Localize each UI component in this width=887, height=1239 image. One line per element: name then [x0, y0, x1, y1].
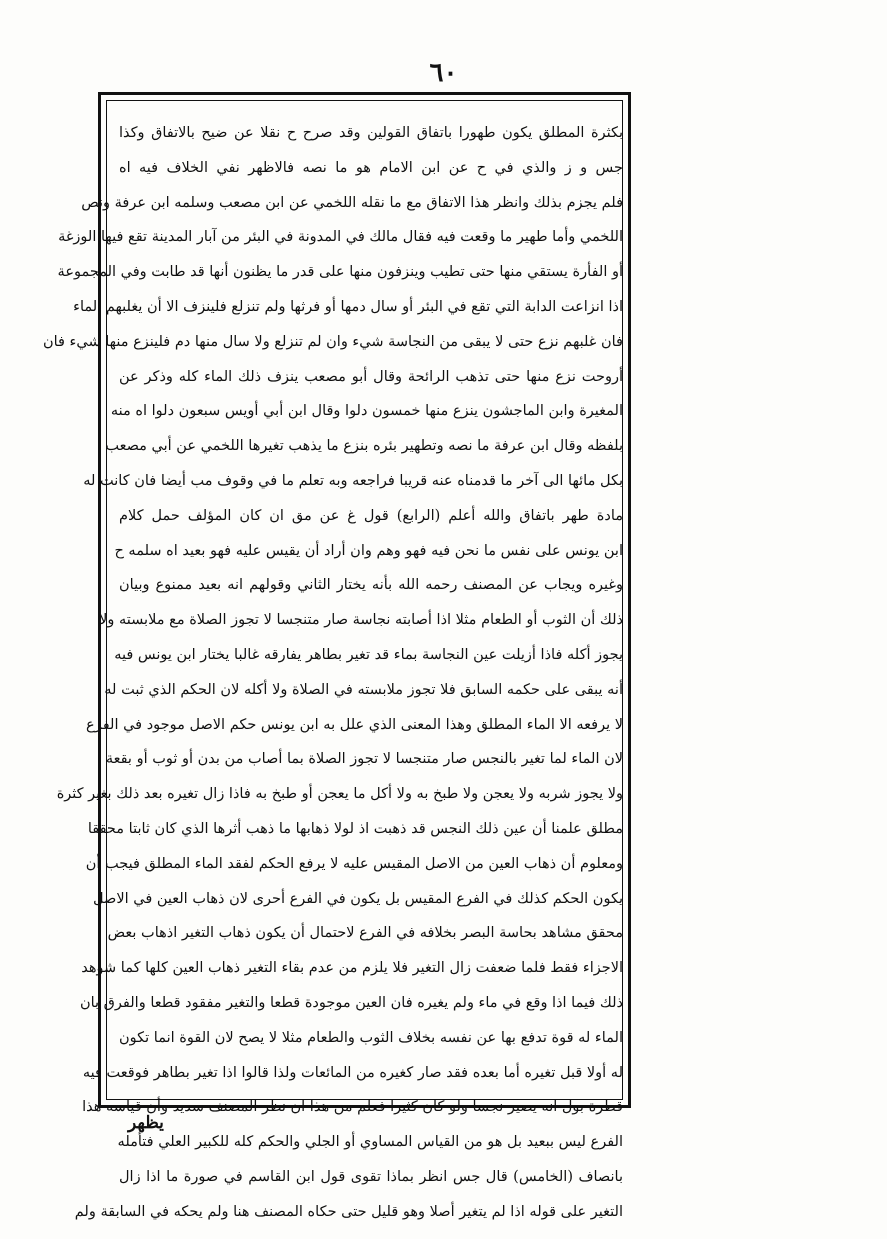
- text-line: قطرة بول انه يصير نجسا ولو كان كثيرا فعلم من هذا ان نظر المصنف سديد وأن قياسه هذا: [82, 1099, 623, 1116]
- text-line: التغير على قوله اذا لم يتغير أصلا وهو قليل حتى حكاه المصنف هنا ولم يحكه في السابقة ولم: [74, 1203, 623, 1220]
- page-number: ٦٠: [429, 58, 458, 88]
- text-line: بلفظه وقال ابن عرفة ما نصه وتطهير بئره بنزع ما يذهب تغيرها اللخمي عن أبي مصعب: [105, 438, 623, 455]
- text-line: لا يرفعه الا الماء المطلق وهذا المعنى الذي علل به ابن يونس حكم الاصل موجود في الفرع: [86, 716, 623, 733]
- text-line: يكون الحكم كذلك في الفرع المقيس بل يكون في الفرع أحرى لان ذهاب العين في الاصل: [93, 890, 623, 907]
- text-line: محقق مشاهد بحاسة البصر بخلافه في الفرع لاحتمال أن يكون ذهاب التغير اذهاب بعض: [107, 925, 623, 942]
- text-line: المغيرة وابن الماجشون ينزع منها خمسون دلوا وقال ابن أبي أويس سبعون دلوا اه منه: [110, 403, 623, 420]
- text-line: ولا يجوز شربه ولا يعجن ولا طبخ به ولا أكل ما يعجن أو طبخ به فاذا زال تغيره بعد ذلك بغير كثرة: [56, 786, 623, 803]
- text-line: مادة طهر باتفاق والله أعلم (الرابع) قول غ عن مق ان كان المؤلف حمل كلام: [119, 507, 623, 524]
- text-line: أروحت نزع منها حتى تذهب الرائحة وقال أبو مصعب ينزف ذلك الماء كله وذكر عن: [119, 368, 623, 385]
- text-line: له أولا قبل تغيره أما بعده فقد صار كغيره من المائعات ولذا قالوا اذا تغير بطاهر فوقعت فيه: [82, 1064, 623, 1081]
- text-line: بكثرة المطلق يكون طهورا باتفاق القولين وقد صرح ح نقلا عن ضيح بالاتفاق وكذا: [119, 125, 623, 141]
- text-line: الاجزاء فقط فلما ضعفت زال التغير فلا يلزم من عدم بقاء التغير ذهاب العين كلها كما شوهد: [81, 960, 623, 977]
- text-line: ذلك فيما اذا وقع في ماء ولم يغيره فان العين موجودة قطعا والتغير مفقود قطعا والفرق بان: [79, 994, 623, 1011]
- text-line: الماء له قوة تدفع بها عن نفسه بخلاف الثوب والطعام مثلا لا يصح لان القوة انما تكون: [119, 1029, 623, 1046]
- text-line: مطلق علمنا أن عين ذلك النجس قد ذهبت اذ لولا ذهابها ما ذهب أثرها الذي كان ثابتا محققا: [87, 820, 623, 837]
- text-line: يجوز أكله فاذا أزيلت عين النجاسة بماء قد تغير بطاهر يفارقه غالبا يختار ابن يونس فيه: [114, 646, 623, 663]
- text-line: لان الماء لما تغير بالنجس صار متنجسا لا تجوز الصلاة بما أصاب من بدن أو ثوب أو بقعة: [105, 751, 623, 768]
- text-line: فلم يجزم بذلك وانظر هذا الاتفاق مع ما نقله اللخمي عن ابن مصعب وسلمه ابن عرفة ونص: [81, 194, 623, 211]
- text-line: ومعلوم أن ذهاب العين من الاصل المقيس عليه لا يرفع الحكم لفقد الماء المطلق فيجب أن: [85, 855, 623, 872]
- text-line: فان غلبهم نزع حتى لا يبقى من النجاسة شيء وان لم تنزلع ولا سال منها دم فلينزع منها شيء فان: [42, 333, 623, 350]
- text-line: بكل مائها الى آخر ما قدمناه عنه قريبا فراجعه وبه تعلم ما في وقوف مب أيضا فان كانت له: [83, 472, 623, 489]
- text-block: [42, 116, 623, 1230]
- text-line: اذا انزاعت الدابة التي تقع في البئر أو سال دمها أو فرثها ولم تنزلع فلينزف الا أن يغلبهم الماء: [73, 298, 623, 315]
- text-line: أو الفأرة يستقي منها حتى تطيب وينزفون منها على قدر ما يظنون أنها قد طابت وفي المجموعة: [57, 264, 623, 281]
- text-line: ذلك أن الثوب أو الطعام مثلا اذا أصابته نجاسة صار متنجسا لا تجوز الصلاة مع ملابسته ولا: [99, 612, 623, 629]
- text-line: وغيره ويجاب عن المصنف رحمه الله بأنه يختار الثاني وقولهم انه بعيد ممنوع وبيان: [119, 577, 623, 594]
- text-line: أنه يبقى على حكمه السابق فلا تجوز ملابسته في الصلاة ولا أكله لان الحكم الذي ثبت له: [104, 681, 623, 698]
- text-line: اللخمي وأما طهير ما وقعت فيه فقال مالك في المدونة في البئر من آبار المدينة تقع فيها الوزغة: [58, 229, 623, 246]
- text-line: الفرع ليس ببعيد بل هو من القياس المساوي أو الجلي والحكم كله للكبير العلي فتأمله: [117, 1134, 623, 1151]
- text-line: بانصاف (الخامس) قال جس انظر بماذا تقوى قول ابن القاسم في صورة ما اذا زال: [119, 1168, 623, 1185]
- text-line: جس و ز والذي في ح عن ابن الامام هو ما نصه فالاظهر نفي الخلاف فيه اه: [119, 159, 623, 176]
- text-line: ابن يونس على نفس ما نحن فيه فهو وهم وان أراد أن يقيس عليه فهو بعيد اه سلمه ح: [114, 542, 623, 559]
- catchword: يظهر: [128, 1113, 164, 1133]
